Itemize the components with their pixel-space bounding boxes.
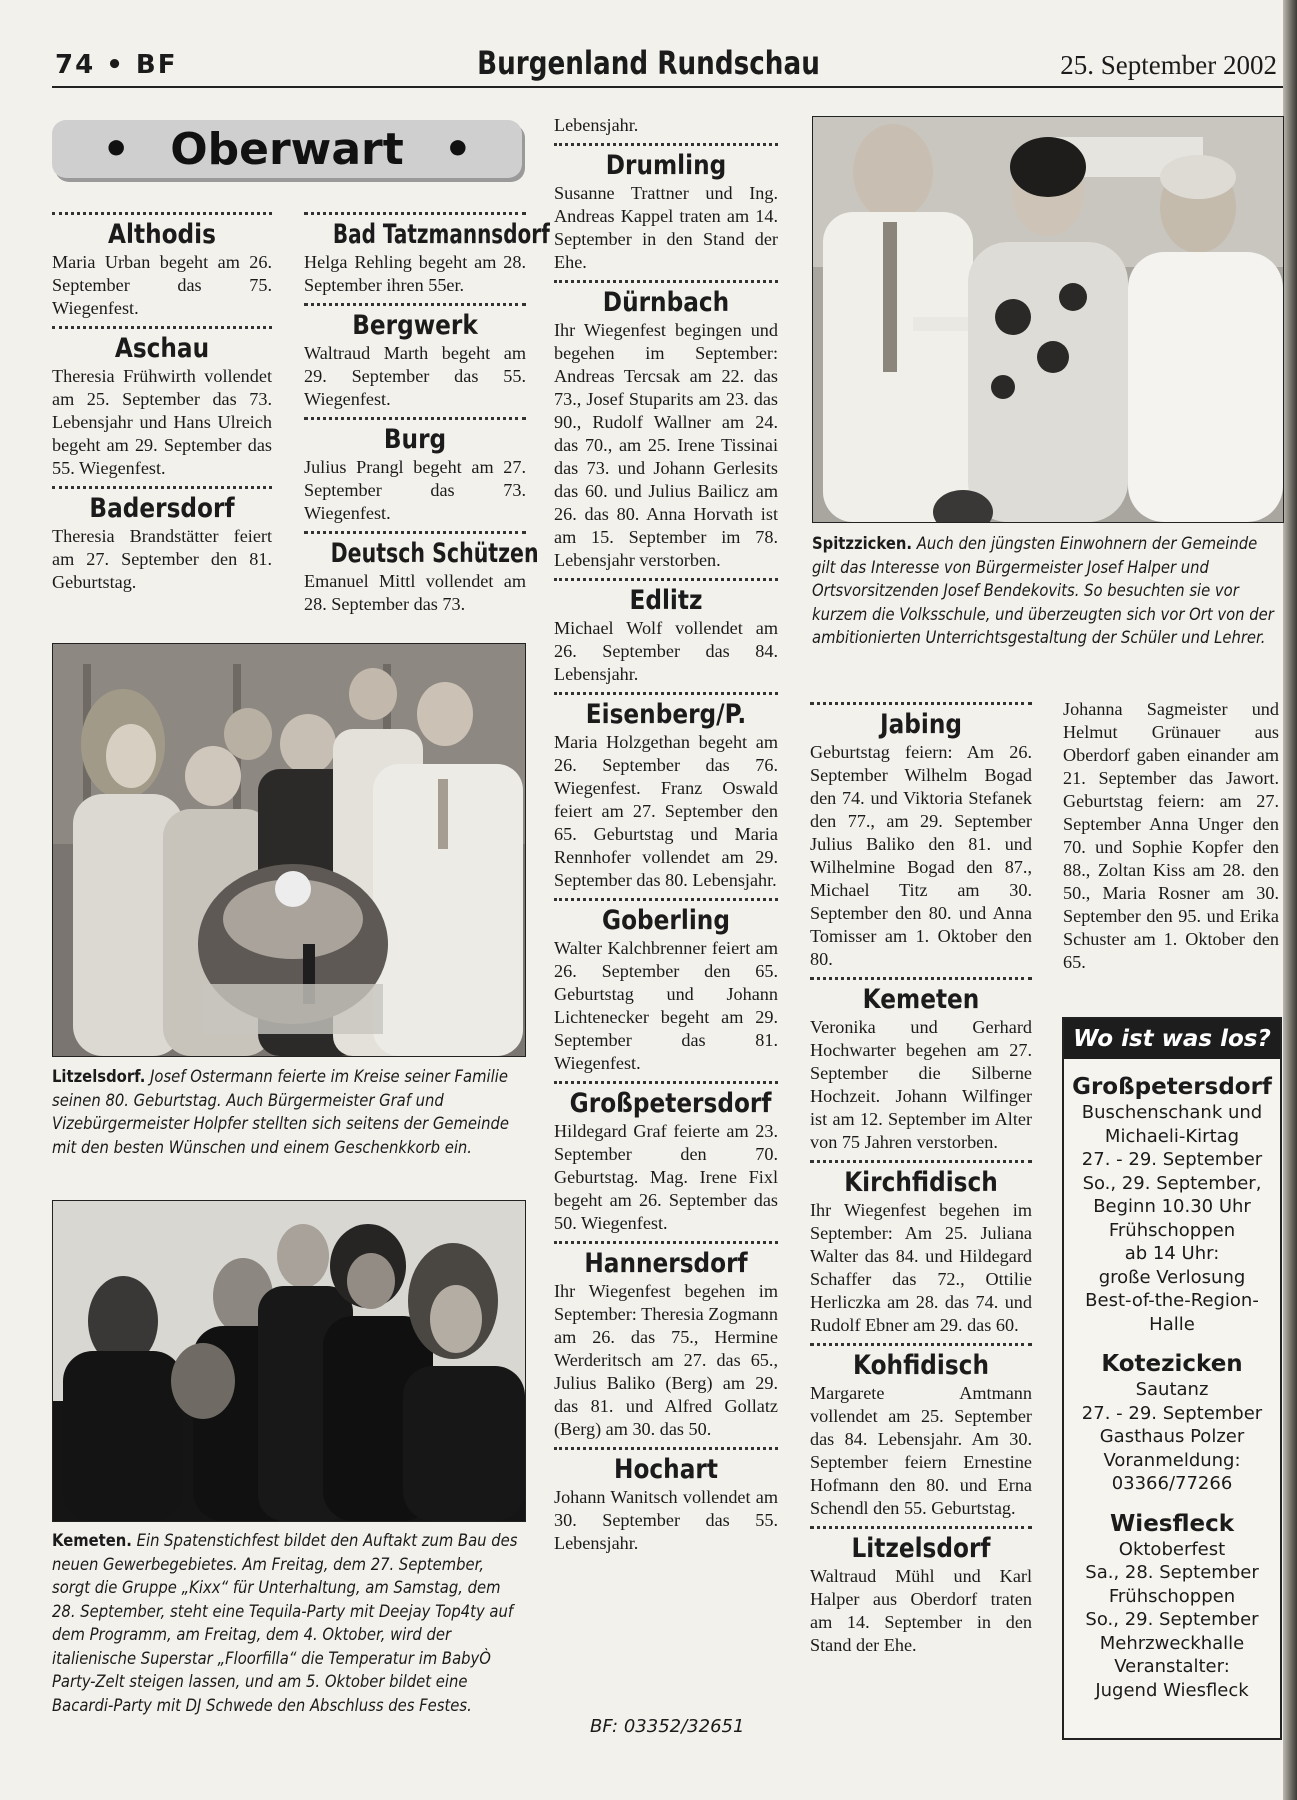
infobox-line: Jugend Wiesfleck: [1095, 1679, 1249, 1701]
entry-text: Emanuel Mittl vollendet am 28. September das 73.: [304, 571, 526, 614]
dotted-divider: [810, 702, 1032, 705]
infobox-line: Frühschoppen: [1108, 1219, 1236, 1241]
infobox-section-kotezicken: [1064, 1350, 1280, 1496]
events-infobox: [1062, 1017, 1282, 1740]
entry-text: Susanne Trattner und Ing. Andreas Kappel traten am 14. September in den Stand der Ehe.: [554, 183, 778, 272]
town-heading: Aschau: [114, 333, 210, 364]
entry-goberling: [554, 898, 778, 1075]
entry-jabing: [810, 702, 1032, 971]
entry-althodis: [52, 212, 272, 320]
photo-spitzzicken: [812, 116, 1284, 523]
infobox-line: 27. - 29. September: [1081, 1402, 1263, 1424]
entry-text: Ihr Wiegenfest begehen im September: Am 25. Juliana Walter das 84. und Hildegard Schaffer das 72., Ottilie Herliczka am 28. das 74. und Rudolf Ebner am 29. das 60.: [810, 1200, 1032, 1335]
caption-text: Ein Spatenstichfest bildet den Auftakt zum Bau des neuen Gewerbegebietes. Am Freitag, dem 27. September, sorgt die Gruppe „Kixx“ für Unterhaltung, am Samstag, dem 28. September, steht eine Tequila-Party mit Deejay Top4ty auf dem Programm, am Freitag, dem 4. Oktober, wird der italienische Superstar „Floorfilla“ die Temperatur im BabyÒ Party-Zelt steigen lassen, und am 5. Oktober bildet eine Bacardi-Party mit DJ Schwede den Abschluss des Festes.: [52, 1531, 518, 1716]
entry-bergwerk: [304, 303, 526, 411]
town-heading: Kirchfidisch: [844, 1167, 998, 1198]
dotted-divider: [810, 1343, 1032, 1346]
town-heading: Bad Tatzmannsdorf: [332, 219, 550, 250]
issue-date: 25. September 2002: [1060, 50, 1277, 80]
dotted-divider: [304, 417, 526, 420]
infobox-section-wiesfleck: [1064, 1510, 1280, 1703]
entry-kirchfidisch: [810, 1160, 1032, 1337]
photo-spitzzicken-image: [813, 117, 1283, 522]
dotted-divider: [810, 1526, 1032, 1529]
entry-aschau: [52, 326, 272, 480]
infobox-line: Buschenschank und: [1081, 1102, 1263, 1123]
infobox-line: Sautanz: [1135, 1379, 1209, 1400]
town-heading: Drumling: [605, 150, 727, 181]
entry-text: Waltraud Mühl und Karl Halper aus Oberdorf traten am 14. September in den Stand der Ehe.: [810, 1566, 1032, 1655]
entry-bad-tatzmannsdorf: [304, 212, 550, 297]
photo-kemeten-band-image: [53, 1201, 525, 1521]
infobox-line: Halle: [1149, 1313, 1195, 1335]
town-heading: Burg: [383, 424, 447, 455]
entry-text: Johanna Sagmeister und Helmut Grünauer aus Oberdorf gaben einander am 21. September das Jawort. Geburtstag feiern: am 27. September Anna Unger den 70. und Sophie Kopfer den 88., Zoltan Kiss am 28. den 50., Maria Rosner am 30. September den 95. und Erika Schuster am 1. Oktober den 65.: [1063, 699, 1279, 972]
infobox-line: 27. - 29. September: [1081, 1149, 1263, 1170]
dotted-divider: [810, 977, 1032, 980]
infobox-section-grosspetersdorf: [1064, 1073, 1280, 1336]
entry-drumling: [554, 143, 778, 274]
entry-text: Walter Kalchbrenner feiert am 26. September den 65. Geburtstag und Johann Lichtenecker begeht am 29. September das 81. Wiegenfest.: [554, 938, 778, 1073]
bullet-left: •: [102, 123, 131, 175]
caption-text: Josef Ostermann feierte im Kreise seiner Familie seinen 80. Geburtstag. Auch Bürgermeister Graf und Vizebürgermeister Holpfer stellten sich seitens der Gemeinde mit den besten Wünschen und einem Geschenkkorb ein.: [52, 1067, 509, 1158]
infobox-line: Mehrzweckhalle: [1099, 1632, 1245, 1654]
caption-lead: Spitzzicken.: [812, 534, 913, 554]
town-heading: Althodis: [108, 219, 216, 250]
entry-text: Ihr Wiegenfest begingen und begehen im September: Andreas Tercsak am 22. das 73., Josef Stuparits am 23. das 90., Rudolf Wallner am 24. das 70., am 25. Irene Tissinai das 73. und Johann Gerlesits das 60. und Julius Bailicz am 26. das 80. Anna Horvath ist am 15. September im 78. Lebensjahr verstorben.: [554, 320, 778, 570]
entry-text: Theresia Frühwirth vollendet am 25. September das 73. Lebensjahr und Hans Ulreich begeht am 29. September das 55. Wiegenfest.: [52, 366, 272, 478]
footer-phone: BF: 03352/32651: [590, 1716, 745, 1737]
entry-text: Waltraud Marth begeht am 29. September das 55. Wiegenfest.: [304, 343, 526, 409]
infobox-line: Gasthaus Polzer: [1099, 1426, 1245, 1447]
entry-text: Veronika und Gerhard Hochwarter begehen am 27. September die Silberne Hochzeit. Johann Wilfinger ist am 12. September im Alter von 75 Jahren verstorben.: [810, 1017, 1032, 1152]
town-heading: Bergwerk: [352, 310, 478, 341]
infobox-line: Michaeli-Kirtag: [1104, 1125, 1240, 1147]
dotted-divider: [52, 326, 272, 329]
section-banner: [52, 120, 522, 178]
header-rule: [52, 86, 1283, 88]
entry-hochart: [554, 1447, 778, 1555]
town-heading: Eisenberg/P.: [585, 699, 747, 730]
town-heading: Jabing: [879, 709, 963, 740]
dotted-divider: [554, 898, 778, 901]
entry-text: Johann Wanitsch vollendet am 30. September das 55. Lebensjahr.: [554, 1487, 778, 1553]
infobox-line: große Verlosung: [1098, 1266, 1246, 1288]
dotted-divider: [554, 578, 778, 581]
dotted-divider: [810, 1160, 1032, 1163]
column-4: [810, 702, 1032, 1663]
infobox-line: Veranstalter:: [1114, 1656, 1230, 1677]
dotted-divider: [554, 143, 778, 146]
town-heading: Litzelsdorf: [851, 1533, 991, 1564]
town-heading: Großpetersdorf: [569, 1088, 772, 1119]
bullet-right: •: [443, 123, 472, 175]
infobox-line: Voranmeldung:: [1103, 1449, 1241, 1471]
entry-text: Maria Holzgethan begeht am 26. September das 76. Wiegenfest. Franz Oswald feiert am 27. September den 65. Geburtstag und Maria Rennhofer vollendet am 29. September das 80. Lebensjahr.: [554, 732, 778, 890]
dotted-divider: [304, 212, 526, 215]
dotted-divider: [304, 531, 526, 534]
column-2: [304, 212, 550, 622]
entry-eisenberg: [554, 692, 778, 892]
entry-text: Theresia Brandstätter feiert am 27. September den 81. Geburtstag.: [52, 526, 272, 592]
infobox-title: Wo ist was los?: [1064, 1019, 1280, 1059]
caption-lead: Litzelsdorf.: [52, 1067, 146, 1087]
infobox-line: ab 14 Uhr:: [1124, 1243, 1220, 1264]
photo-kemeten-band: [52, 1200, 526, 1522]
entry-grosspetersdorf: [554, 1081, 778, 1235]
entry-text: Hildegard Graf feierte am 23. September den 70. Geburtstag. Mag. Irene Fixl begeht am 26. September das 50. Wiegenfest.: [554, 1121, 778, 1233]
caption-spitzzicken: [812, 533, 1282, 651]
town-heading: Deutsch Schützen: [330, 538, 539, 569]
dotted-divider: [52, 212, 272, 215]
entry-litzelsdorf: [810, 1526, 1032, 1657]
entry-text: Ihr Wiegenfest begehen im September: Theresia Zogmann am 26. das 75., Hermine Werderitsch am 27. das 65., Julius Baliko (Berg) am 29. das 81. und Alfred Gollatz (Berg) am 30. das 50.: [554, 1281, 778, 1439]
dotted-divider: [554, 1081, 778, 1084]
entry-text: Julius Prangl begeht am 27. September das 73. Wiegenfest.: [304, 457, 526, 523]
column-5: [1063, 698, 1279, 980]
entry-burg: [304, 417, 526, 525]
paper-name: Burgenland Rundschau: [477, 44, 820, 82]
town-heading: Dürnbach: [602, 287, 730, 318]
caption-litzelsdorf: [52, 1066, 522, 1160]
town-heading: Hochart: [614, 1454, 718, 1485]
entry-kemeten: [810, 977, 1032, 1154]
entry-duernbach: [554, 280, 778, 572]
infobox-line: Best-of-the-Region-: [1085, 1290, 1259, 1311]
town-heading: Hannersdorf: [584, 1248, 748, 1279]
column-1: [52, 212, 272, 600]
dotted-divider: [554, 692, 778, 695]
infobox-line: So., 29. September,: [1082, 1172, 1262, 1194]
page-label: 74 • BF: [55, 50, 178, 80]
column-3: [554, 114, 778, 1561]
page-edge-shadow: [1283, 0, 1297, 1800]
infobox-line: 03366/77266: [1111, 1473, 1233, 1494]
town-heading: Kohfidisch: [853, 1350, 989, 1381]
infobox-line: Beginn 10.30 Uhr: [1093, 1196, 1251, 1217]
entry-text: Maria Urban begeht am 26. September das 75. Wiegenfest.: [52, 252, 272, 318]
infobox-line: So., 29. September: [1085, 1609, 1259, 1630]
entry-edlitz: [554, 578, 778, 686]
town-heading: Kemeten: [862, 984, 980, 1015]
section-title: Oberwart: [170, 123, 404, 175]
dotted-divider: [554, 280, 778, 283]
entry-hannersdorf: [554, 1241, 778, 1441]
dotted-divider: [52, 486, 272, 489]
entry-text: Michael Wolf vollendet am 26. September das 84. Lebensjahr.: [554, 618, 778, 684]
infobox-line: Frühschoppen: [1108, 1585, 1236, 1607]
infobox-town: Großpetersdorf: [1072, 1074, 1272, 1100]
entry-kohfidisch: [810, 1343, 1032, 1520]
entry-deutsch-schuetzen: [304, 531, 539, 616]
caption-text: Auch den jüngsten Einwohnern der Gemeinde gilt das Interesse von Bürgermeister Josef Halper und Ortsvorsitzenden Josef Bendekovits. So besuchten sie vor kurzem die Volksschule, und überzeugten sich vor Ort von der ambitionierten Unterrichtsgestaltung der Schüler und Lehrer.: [812, 534, 1274, 648]
infobox-line: Sa., 28. September: [1085, 1562, 1259, 1583]
photo-litzelsdorf: [52, 643, 526, 1057]
dotted-divider: [304, 303, 526, 306]
dotted-divider: [554, 1241, 778, 1244]
town-heading: Badersdorf: [89, 493, 235, 524]
dotted-divider: [554, 1447, 778, 1450]
entry-badersdorf: [52, 486, 272, 594]
entry-text: Helga Rehling begeht am 28. September ihren 55er.: [304, 252, 526, 295]
continued-text: Lebensjahr.: [554, 115, 639, 135]
town-heading: Edlitz: [629, 585, 703, 616]
infobox-line: Oktoberfest: [1118, 1538, 1226, 1560]
photo-litzelsdorf-image: [53, 644, 525, 1056]
infobox-town: Wiesfleck: [1109, 1510, 1235, 1537]
infobox-town: Kotezicken: [1101, 1351, 1243, 1377]
entry-text: Margarete Amtmann vollendet am 25. September das 84. Lebensjahr. Am 30. September feiern Ernestine Hofmann den 80. und Erna Schendl den 55. Geburtstag.: [810, 1383, 1032, 1518]
town-heading: Goberling: [602, 905, 730, 936]
caption-lead: Kemeten.: [52, 1531, 132, 1551]
entry-text: Geburtstag feiern: Am 26. September Wilhelm Bogad den 74. und Viktoria Stefanek den 77., am 29. September Julius Baliko den 81. und Wilhelmine Bogad den 87., Michael Titz am 30. September den 80. und Anna Tomisser am 1. Oktober den 80.: [810, 742, 1032, 969]
caption-kemeten: [52, 1530, 522, 1718]
